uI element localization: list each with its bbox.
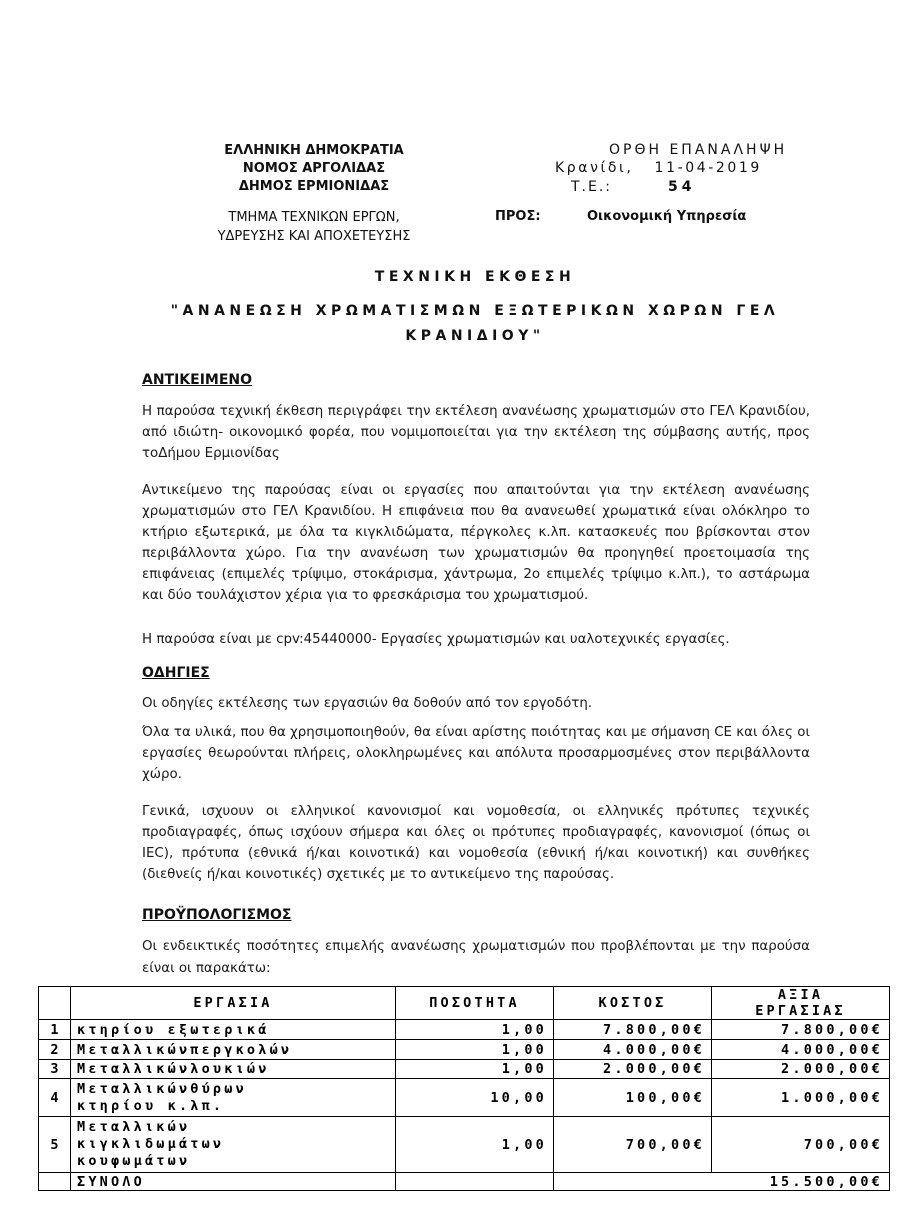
row-work: Μεταλλικώνπεργκολών (71, 1040, 396, 1060)
org-line-3: ΔΗΜΟΣ ΕΡΜΙΟΝΙΔΑΣ (238, 179, 390, 194)
row-work: κτηρίου εξωτερικά (71, 1020, 396, 1040)
row-work-line-2: κιγκλιδωμάτων (77, 1136, 225, 1152)
row-work-line-1: Μεταλλικών (77, 1119, 191, 1135)
instructions-paragraph-3: Γενικά, ισχυουν οι ελληνικοί κανονισμοί και νομοθεσία, οι ελληνικές πρότυπες τεχνικές προδιαγραφές, όπως ισχύουν σήμερα και όλες οι πρότυπες προδιαγραφές, κανονισμοί (όπως οι IEC), πρότυπα (εθνικά ή/και κοινοτικά) και νομοθεσία (εθνική ή/και κοινοτική) και συνθήκες (διεθνείς ή/και κοινοτικές) σχετικές με το αντικείμενο της παρούσας. (142, 804, 810, 882)
instructions-paragraph-2: Όλα τα υλικά, που θα χρησιμοποιηθούν, θα είναι αρίστης ποιότητας και με σήμανση CE και όλες οι εργασίες θεωρούνται πλήρεις, ολοκληρωμένες και απόλυτα προσαρμοσμένες στον περιβάλλοντα χώρο. (142, 725, 810, 782)
object-paragraph-1: Η παρούσα τεχνική έκθεση περιγράφει την εκτέλεση ανανέωσης χρωματισμών στο ΓΕΛ Κρανιδίου, από ιδιώτη- οικονομικό φορέα, που νομιμοποιείται για την εκτέλεση της σύμβασης αυτής, προς τοΔήμου Ερμιονίδας (142, 404, 810, 461)
row-value: 2.000,00€ (712, 1060, 890, 1079)
table-header-row (39, 987, 890, 1020)
object-heading: ΑΝΤΙΚΕΙΜΕΝΟ (142, 372, 253, 388)
header-value (712, 987, 890, 1020)
row-value: 700,00€ (712, 1117, 890, 1173)
header-quantity: ΠΟΣΟΤΗΤΑ (396, 987, 554, 1020)
budget-table (38, 986, 890, 1191)
total-index-cell (39, 1173, 71, 1191)
row-cost: 700,00€ (554, 1117, 712, 1173)
header-index-cell (39, 987, 71, 1020)
header-value-line-1: ΑΞΙΑ (777, 987, 824, 1003)
row-quantity: 1,00 (396, 1040, 554, 1060)
row-work (71, 1117, 396, 1173)
total-empty-cell (396, 1173, 554, 1191)
row-value: 1.000,00€ (712, 1079, 890, 1117)
dept-line-1: ΤΜΗΜΑ ΤΕΧΝΙΚΩΝ ΕΡΓΩΝ, (228, 210, 400, 225)
project-title-line-2: ΚΡΑΝΙΔΙΟΥ" (405, 328, 545, 344)
budget-paragraph: Οι ενδεικτικές ποσότητες επιμελής ανανέωσης χρωματισμών που προβλέπονται με την παρούσα είναι οι παρακάτω: (142, 939, 810, 976)
row-quantity: 1,00 (396, 1117, 554, 1173)
header-cost: ΚΟΣΤΟΣ (554, 987, 712, 1020)
te-value: 54 (668, 179, 696, 195)
row-value: 4.000,00€ (712, 1040, 890, 1060)
row-work (71, 1079, 396, 1117)
table-row (39, 1079, 890, 1117)
row-work-line-2: κτηρίου κ.λπ. (77, 1097, 225, 1114)
object-paragraph-3: Η παρούσα είναι με cpv:45440000- Εργασίες χρωματισμών και υαλοτεχνικές εργασίες. (142, 632, 730, 647)
header-work: ΕΡΓΑΣΙΑ (71, 987, 396, 1020)
table-row (39, 1060, 890, 1079)
to-recipient: Οικονομική Υπηρεσία (587, 209, 747, 224)
row-work-line-3: κουφωμάτων (77, 1153, 191, 1169)
object-paragraph-2: Αντικείμενο της παρούσας είναι οι εργασίες που απαιτούνται για την εκτέλεση ανανέωσης χρωματισμών στο ΓΕΛ Κρανιδίου. Η επιφάνεια που θα ανανεωθεί χρωματικά είναι ολόκληρο το κτήριο εξωτερικά, με όλα τα κιγκλιδώματα, πέργκολες κ.λπ. κατασκευές που βρίσκονται στον περιβάλλοντα χώρο. Για την ανανέωση των χρωματισμών θα προηγηθεί προετοιμασία της επιφάνειας (επιμελές τρίψιμο, στοκάρισμα, χάντρωμα, 2ο επιμελές τρίψιμο κ.λπ.), το αστάρωμα και δύο τουλάχιστον χέρια για το φρεσκάρισμα του χρωματισμού. (142, 483, 810, 603)
to-label: ΠΡΟΣ: (495, 209, 541, 224)
org-line-1: ΕΛΛΗΝΙΚΗ ΔΗΜΟΚΡΑΤΙΑ (224, 143, 404, 158)
row-quantity: 10,00 (396, 1079, 554, 1117)
row-number: 4 (39, 1079, 71, 1117)
report-title: ΤΕΧΝΙΚΗ ΕΚΘΕΣΗ (374, 269, 576, 285)
org-line-2: ΝΟΜΟΣ ΑΡΓΟΛΙΔΑΣ (242, 161, 386, 176)
row-cost: 7.800,00€ (554, 1020, 712, 1040)
project-title-line-1: "ΑΝΑΝΕΩΣΗ ΧΡΩΜΑΤΙΣΜΩΝ ΕΞΩΤΕΡΙΚΩΝ ΧΩΡΩΝ ΓΕΛ (170, 303, 780, 319)
row-value: 7.800,00€ (712, 1020, 890, 1040)
table-total-row (39, 1173, 890, 1191)
row-cost: 100,00€ (554, 1079, 712, 1117)
place-date: Κρανίδι, 11-04-2019 (555, 160, 762, 176)
row-number: 1 (39, 1020, 71, 1040)
row-cost: 2.000,00€ (554, 1060, 712, 1079)
row-number: 2 (39, 1040, 71, 1060)
te-label: Τ.Ε.: (571, 179, 613, 195)
row-quantity: 1,00 (396, 1020, 554, 1040)
row-quantity: 1,00 (396, 1060, 554, 1079)
table-row (39, 1040, 890, 1060)
budget-heading: ΠΡΟΫΠΟΛΟΓΙΣΜΟΣ (142, 907, 292, 923)
row-work: Μεταλλικώνλουκιών (71, 1060, 396, 1079)
instructions-heading: ΟΔΗΓΙΕΣ (142, 665, 210, 681)
row-number: 3 (39, 1060, 71, 1079)
table-row (39, 1020, 890, 1040)
dept-line-2: ΥΔΡΕΥΣΗΣ ΚΑΙ ΑΠΟΧΕΤΕΥΣΗΣ (217, 229, 411, 244)
row-cost: 4.000,00€ (554, 1040, 712, 1060)
total-value: 15.500,00€ (554, 1173, 890, 1191)
row-work-line-1: Μεταλλικώνθύρων (77, 1080, 247, 1097)
instructions-paragraph-1: Οι οδηγίες εκτέλεσης των εργασιών θα δοθούν από τον εργοδότη. (142, 696, 593, 711)
total-label: ΣΥΝΟΛΟ (71, 1173, 396, 1191)
correction-stamp: ΟΡΘΗ ΕΠΑΝΑΛΗΨΗ (609, 142, 788, 158)
header-value-line-2: ΕΡΓΑΣΙΑΣ (755, 1003, 846, 1019)
row-number: 5 (39, 1117, 71, 1173)
table-row (39, 1117, 890, 1173)
